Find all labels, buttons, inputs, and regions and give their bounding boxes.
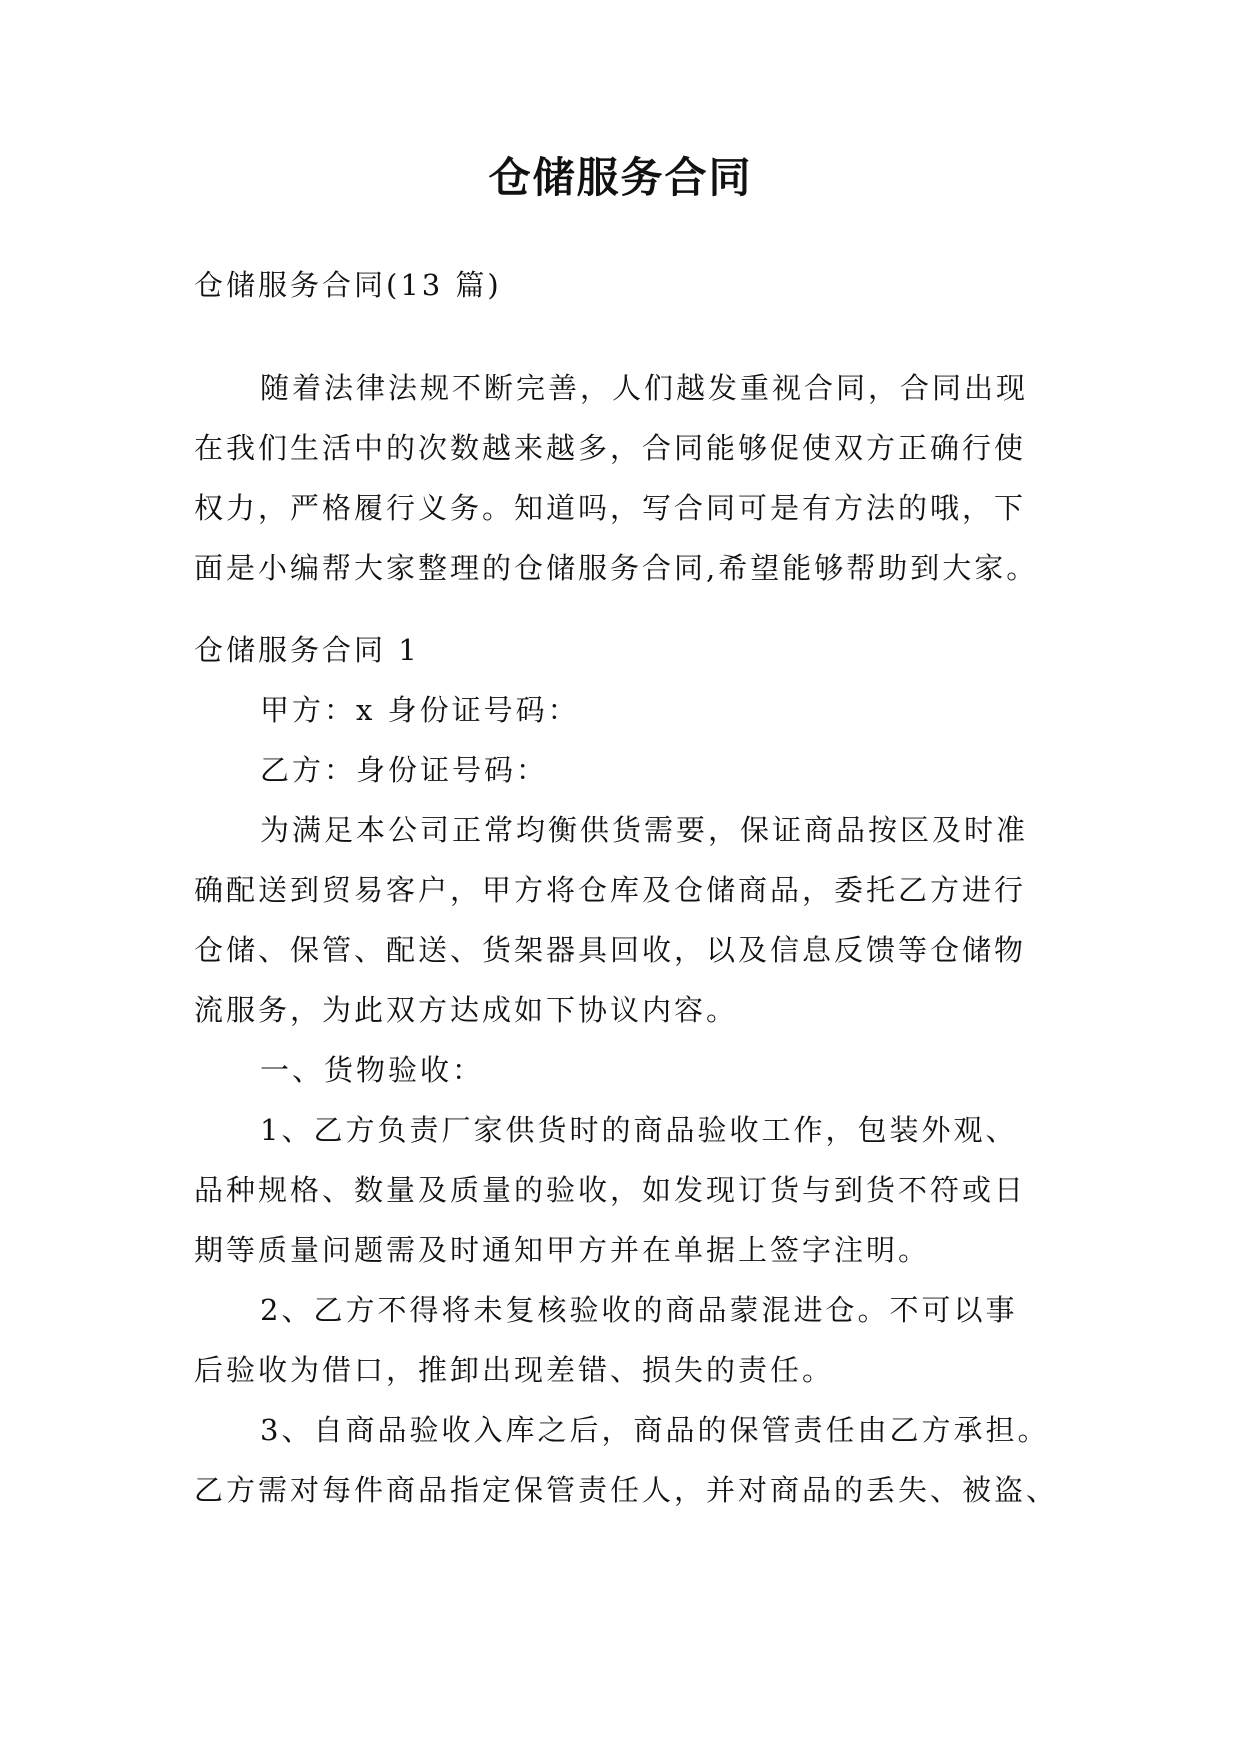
clause-3-line: 3、自商品验收入库之后，商品的保管责任由乙方承担。 bbox=[260, 1413, 1050, 1447]
document-subtitle: 仓储服务合同(13 篇) bbox=[194, 268, 502, 302]
clause-1-line: 期等质量问题需及时通知甲方并在单据上签字注明。 bbox=[194, 1233, 931, 1267]
party-a-line: 甲方：x 身份证号码： bbox=[260, 693, 580, 727]
purpose-line: 仓储、保管、配送、货架器具回收，以及信息反馈等仓储物 bbox=[194, 933, 1027, 967]
intro-line: 权力，严格履行义务。知道吗，写合同可是有方法的哦，下 bbox=[194, 491, 1027, 525]
clause-heading: 一、货物验收： bbox=[260, 1053, 485, 1087]
contract-section bbox=[194, 620, 1058, 1520]
clause-3-line: 乙方需对每件商品指定保管责任人，并对商品的丢失、被盗、 bbox=[194, 1473, 1059, 1507]
purpose-line: 确配送到贸易客户，甲方将仓库及仓储商品，委托乙方进行 bbox=[194, 873, 1027, 907]
section-heading: 仓储服务合同 1 bbox=[194, 633, 420, 667]
intro-line: 面是小编帮大家整理的仓储服务合同,希望能够帮助到大家。 bbox=[194, 551, 1039, 585]
clause-1-line: 品种规格、数量及质量的验收，如发现订货与到货不符或日 bbox=[194, 1173, 1027, 1207]
purpose-line: 流服务，为此双方达成如下协议内容。 bbox=[194, 993, 739, 1027]
intro-line: 在我们生活中的次数越来越多，合同能够促使双方正确行使 bbox=[194, 431, 1027, 465]
intro-paragraph bbox=[194, 358, 1038, 598]
clause-1-line: 1、乙方负责厂家供货时的商品验收工作，包装外观、 bbox=[260, 1113, 1018, 1147]
purpose-line: 为满足本公司正常均衡供货需要，保证商品按区及时准 bbox=[260, 813, 1029, 847]
intro-line: 随着法律法规不断完善，人们越发重视合同，合同出现 bbox=[260, 371, 1029, 405]
document-title: 仓储服务合同 bbox=[488, 153, 753, 202]
clause-2-line: 后验收为借口，推卸出现差错、损失的责任。 bbox=[194, 1353, 835, 1387]
party-b-line: 乙方：身份证号码： bbox=[260, 753, 549, 787]
clause-2-line: 2、乙方不得将未复核验收的商品蒙混进仓。不可以事 bbox=[260, 1293, 1018, 1327]
subtitle-block bbox=[194, 255, 502, 315]
